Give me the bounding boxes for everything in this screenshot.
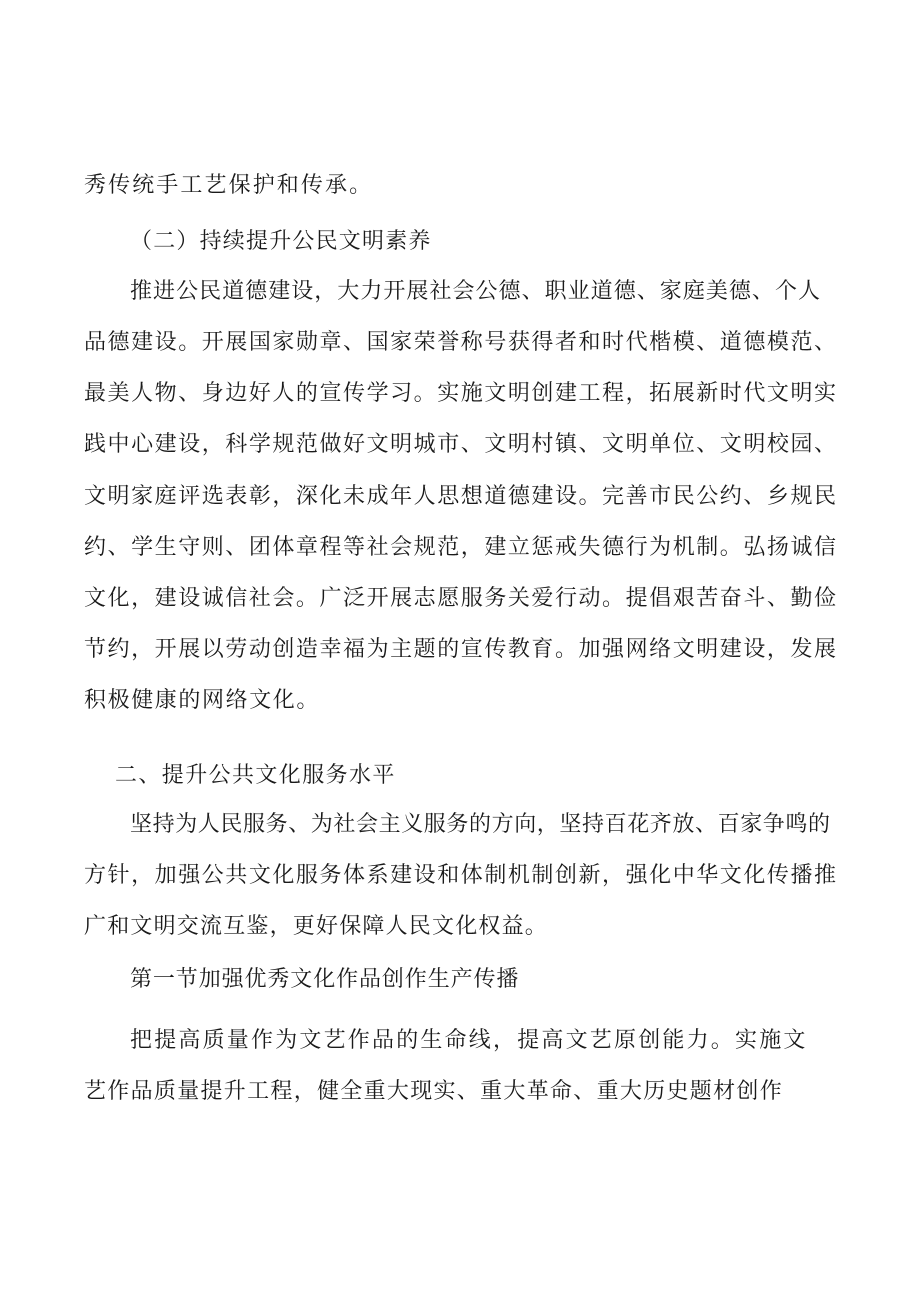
paragraph-line: 艺作品质量提升工程，健全重大现实、重大革命、重大历史题材创作 — [84, 1079, 784, 1104]
subsection-heading: 第一节加强优秀文化作品创作生产传播 — [130, 967, 520, 992]
paragraph-line: 文明家庭评选表彰，深化未成年人思想道德建设。完善市民公约、乡规民 — [84, 484, 836, 509]
paragraph-line: 最美人物、身边好人的宣传学习。实施文明创建工程，拓展新时代文明实 — [84, 381, 836, 406]
section-heading: 二、提升公共文化服务水平 — [115, 763, 396, 788]
paragraph-line: 积极健康的网络文化。 — [84, 688, 321, 713]
paragraph-line: 约、学生守则、团体章程等社会规范，建立惩戒失德行为机制。弘扬诚信 — [84, 535, 836, 560]
paragraph-fragment: 秀传统手工艺保护和传承。 — [84, 173, 374, 198]
paragraph-line: 把提高质量作为文艺作品的生命线，提高文艺原创能力。实施文 — [130, 1028, 808, 1053]
paragraph-line: 坚持为人民服务、为社会主义服务的方向，坚持百花齐放、百家争鸣的 — [130, 812, 830, 837]
paragraph-line: 践中心建设，科学规范做好文明城市、文明村镇、文明单位、文明校园、 — [84, 432, 836, 457]
paragraph-line: 广和文明交流互鉴，更好保障人民文化权益。 — [84, 914, 549, 939]
paragraph-line: 文化，建设诚信社会。广泛开展志愿服务关爱行动。提倡艰苦奋斗、勤俭 — [84, 586, 836, 611]
paragraph-line: 推进公民道德建设，大力开展社会公德、职业道德、家庭美德、个人 — [130, 279, 820, 304]
paragraph-line: 品德建设。开展国家勋章、国家荣誉称号获得者和时代楷模、道德模范、 — [84, 330, 836, 355]
paragraph-line: 方针，加强公共文化服务体系建设和体制机制创新，强化中华文化传播推 — [84, 863, 836, 888]
paragraph-line: 节约，开展以劳动创造幸福为主题的宣传教育。加强网络文明建设，发展 — [84, 637, 836, 662]
subsection-heading: （二）持续提升公民文明素养 — [130, 229, 432, 254]
